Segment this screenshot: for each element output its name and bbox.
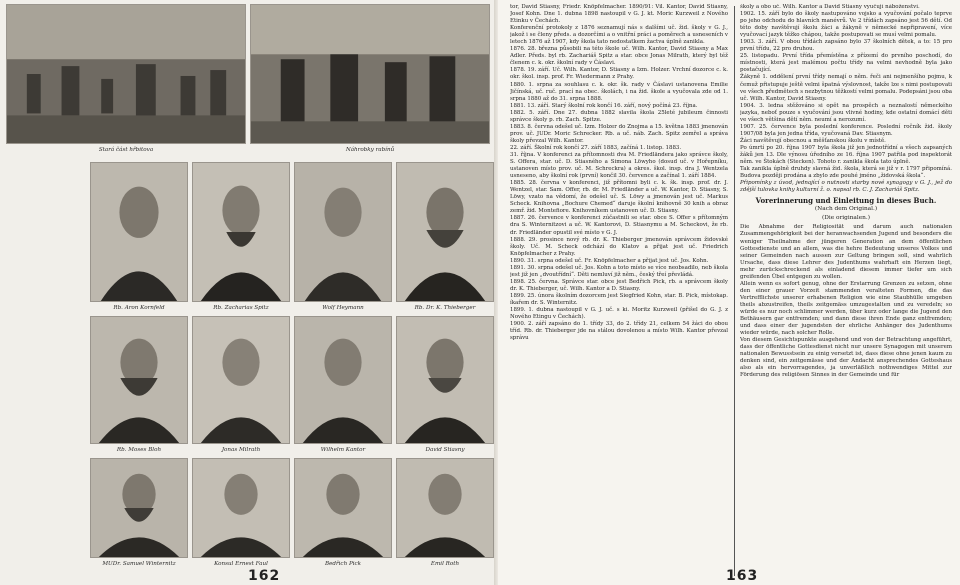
photo-caption: David Stiasny: [425, 447, 465, 453]
paragraph: Von diesem Gesichtspunkte ausgehend und von der Betrachtung angeführt, dass der öffentliche Gottesdienst nicht nur unsere Synagogen mit unserem nationalen Bewusstsein zu einig versetzt ist, dass diese ohne jenen kaum zu denken sind, ein zeitgemässe und der Andacht ansprechendes Gotteshaus also als ein hervorragendes, ja unverläßlich nothwendiges Mittel zur Förderung des religiösen Sinnes in der Gemeinde und für: [740, 337, 952, 379]
paragraph: Konferenční protokoly z 1876 seznamují nás s dalšími uč. žid. školy v G. J., jakož i se členy předs. a dozorčími a o vnitřní práci a poměrech a usneseních v letech 1876 až 1907, kdy škola tato nedostatkem žactva úplně zanikla.: [510, 25, 728, 46]
photo-caption: Stará část hřbitova: [98, 147, 154, 153]
photo-caption: Jonas Milrath: [221, 447, 261, 453]
paragraph: tor, David Stiasny, Friedr. Knöpfelmacher. 1890/91: Vil. Kantor, David Stiasny, Josef Kohn. Dne 1. dubna 1898 nastoupil v G. J. kt. Moric Kurzweil z Nového Etinku v Čechách.: [510, 4, 728, 25]
portrait-photo: [192, 162, 290, 302]
section-subheading: (Die originalen.): [821, 215, 871, 222]
paragraph: 1882. 5. září. Dne 27. dubna 1882 slavila škola 25leté jubileum činnosti správce školy p. rb. Zach. Spitze.: [510, 109, 728, 123]
portrait-photo: [294, 162, 392, 302]
paragraph: 1888. 29. prosince nový rb. dr. K. Thieberger jmenován správcem židovské školy. Uč. M. Scheck odchází do Klatov a přijat jest uč. Friedrich Knöpfelmacher z Prahy.: [510, 236, 728, 257]
paragraph: Die Abnahme der Religiosität und darum auch nationalen Zusammengehörigkeit bei der heranwachsenden Jugend und besonders die weniger Theilnahme der jüngeren Generation an dem öffentlichen Gottesdienste und an allem, was die hehre Bedeutung unseres Volkes und seiner Gemeinden nach aussen zur Geltung bringen soll, sind wahrlich Ursache, dass diese Lehrer des Judenthums wahrhaft ein Herzen liegt, mehr zurückschreckend als einladend diesem immer tiefer um sich greifenden Übel entgegen zu wollen.: [740, 224, 952, 280]
photo-caption: Rb. Zacharias Spitz: [213, 305, 269, 311]
portrait-photo: [90, 458, 188, 558]
paragraph: 25. listopadu. První třída přemístěna z přízemí do prvního poschodí, do místnosti, která jest malémou počtu třídy na velmi nevhodně byla jako postačující.: [740, 53, 952, 74]
photo-caption: Bedřich Pick: [324, 561, 362, 567]
portrait-photo: [192, 316, 290, 444]
paragraph: 1907. 25. července byla poslední konference. Poslední ročník žid. školy 1907/08 byla jen jedna třída, vyučovaná Dav. Stiasnym.: [740, 123, 952, 137]
paragraph: 1900. 2. září zapsáno do 1. třídy 33, do 2. třídy 21, celkem 54 žáci do obou tříd. Rb. dr. Thieberger jde na stálou dovolenou a místo Wilh. Kantor převzal správu: [510, 321, 728, 342]
photo-caption: Náhrobky rabínů: [345, 147, 395, 153]
photo-caption: Rb. Aron Kornfeld: [113, 305, 165, 311]
portrait-photo: [396, 162, 494, 302]
photo-caption: Wolf Heymann: [322, 305, 364, 311]
portrait-photo: [90, 162, 188, 302]
paragraph: školy a obo uč. Wilh. Kantor a David Stiasny vyučují náboženství.: [740, 4, 920, 10]
portrait-photo: [192, 458, 290, 558]
paragraph: 1899. 25. února školním dozorcem jest Siegfried Kohn, star. B. Pick, místokap. íkařem dr. S. Winternitz.: [510, 292, 728, 306]
paragraph: 1903. 3. září. V obou třídách zapsáno bylo 37 školních dětek, a to: 15 pro první třídu, 22 pro druhou.: [740, 39, 952, 53]
paragraph: 1876. 28. března působili na této škole uč. Wilh. Kantor, David Stiasny a Max Adler. Předs. byl rb. Zachariáš Spitz a star. obce Jonas Milrath, který byl též členem c. k. okr. školní rady v Čáslavi.: [510, 46, 728, 67]
paragraph: 1885. 28. června v konferenci, již přítomni byli c. k. šk. insp. prof. dr. J. Wentzel, star. Sam. Offer, rb. dr. M. Friedländer a uč. W. Kantor, D. Stiasny, S. Löwy, vzato na vědomí, že odešel uč. S. Löwy a jmenován jest uč. Markus Scheck. Knihovna „Bochure Chemed“ daruje školní knihovně 30 knih a obraz zemř. žid. Montefiore. Knihovníkem ustanoven uč. D. Stiasny.: [510, 180, 728, 215]
paragraph: 1904. 3. ledna stěžováno si opět na prospěch a neznalostí německého jazyka, neboť pouze s vyučování jsou vlivné hodiny, kde ostatní domácí děti ve všech většina dětí něm. neumí a nerozumí.: [740, 102, 952, 123]
portrait-photo: [294, 316, 392, 444]
section-subheading: (Nach dem Original.): [814, 206, 878, 213]
page-number-right: 163: [726, 568, 759, 584]
paragraph: 1899. 1. dubna nastoupil v G. J. uč. s ki. Moritz Kurzweil (přišel do G. J. z Nového Etingu v Čechách).: [510, 307, 728, 321]
portrait-photo: [396, 316, 494, 444]
column-rule: [734, 6, 735, 576]
paragraph: Připomínky z úvod, jednající o nutnosti starby nové synagogy v G. J., jež do zdější tulovka knihy kulturní ž. o. napsal rb. C. J. Zachariáš Spitz.: [740, 180, 952, 194]
paragraph: Allein wenn es sofort genug, ohne der Erstarrung Grenzen zu setzen, ohne den einer grauer Vorzeit stammenden veralteten Formen, die das Vertrefflichste unserer erhabenen Religion wie eine Staubhülle umgeben theils abzustreifen, theils zeitgemäss umzugestalten und zu veredeln; so würde es nur noch schlimmer werden, über kurz oder lange die Jugend den Bethäusern gar entfremden; und dann diese ihren Ende ganz entfremden; und dass einer der jugendsten der ehrliche Anhänger des Judenthums wieder würde, nach solcher Rolle.: [740, 280, 952, 337]
paragraph: 22. září. Školní rok končí 27. září 1883, začíná 1. listop. 1883.: [510, 144, 682, 151]
portrait-photo: [396, 458, 494, 558]
photo-old-cemetery: [6, 4, 246, 144]
photo-caption: MUDr. Samuel Winternitz: [102, 561, 176, 567]
photo-caption: Konsul Ernest Faul: [214, 561, 268, 567]
paragraph: 31. října. V konferenci za přítomnosti dva M. Friedländera jako správce školy, S. Offera, star. uč. D. Stiasného a Simona Löwyho (dosud uč. v Hořepníku, ustanoven místo prov. uč. M. Schreckra) a okres. škol. insp. dra J. Wentzela usneseno, aby školní rok (první) končil 30. července a začínal 1. září 1884.: [510, 151, 728, 180]
paragraph: 1891. 30. srpna odešel uč. Jos. Kohn a toto místo se více neobsadilo, neb škola jest již jen „dvoutřídní“. Děti nemluví již něm., český třeí převládá.: [510, 264, 728, 278]
paragraph: 1902. 15. září bylo do školy nastupováno vojsko a vyučování počalo teprve po jeho odchodu do hlavních manévrů. Ve 2 třídách zapsáno jest 56 dětí. Od této doby navštěvují školu žáci a žákyně v německé nepřipravení, více vyučovací jazyk těžko chápou, takže postupovati se musí velmi pomalu.: [740, 11, 952, 39]
paragraph: 1898. 25. června. Správce star. obce jest Bedřich Pick, rb. a správcem školy dr. K. Thieberger, uč. Wilh. Kantor a D. Stiasny.: [510, 278, 728, 292]
photo-caption: Rb. Dr. K. Thieberger: [414, 305, 476, 311]
paragraph: 1887. 26. července v konferenci zúčastnili se star. obce S. Offer s přítomným dra S. Winternitzovi a uč. W. Kantorovi, D. Stiasnymu a M. Scheckovi, že rb. dr. Friedländer opustil své místo v G. J.: [510, 215, 728, 236]
text-column-right: [740, 4, 952, 578]
section-heading: Vorerinnerung und Einleitung in dieses Buch.: [755, 196, 937, 206]
paragraph: Tak zanikla úplně druhdy slavná žid. škola, která se již v r. 1797 připomíná. Budova později prodána a zbylo zde pouhé jméno „židovská škola“.: [740, 166, 952, 180]
text-column-left: [510, 4, 728, 578]
paragraph: 1881. 13. září. Starý školní rok končí 16. září, nový počíná 23. října.: [510, 102, 698, 109]
right-page-text: [498, 0, 960, 585]
page-number-left: 162: [248, 568, 281, 584]
photo-caption: Wilhelm Kantor: [320, 447, 366, 453]
portrait-photo: [294, 458, 392, 558]
photo-caption: Rb. Moses Bloh: [116, 447, 162, 453]
paragraph: 1883. 8. června odešel uč. Izm. Holzer do Znojma a 15. května 1883 jmenován prov. uč. JUDr. Moric Schrecker. Rb. a uč. náb. Zach. Spitz zemřel a správa školy převzal Wilh. Kantor.: [510, 123, 728, 144]
paragraph: Po úmrtí po 20. října 1907 byla škola již jen jednotřídní a všech zapsaných žáků jen 13. Dle výnosu úředního ze 16. října 1907 patřila pod inspektorát něm. ve Štokách (Stecken). Tohoto r. zanikla škola tato úplně.: [740, 144, 952, 166]
portrait-photo: [90, 316, 188, 444]
paragraph: Žákyně 1. oddělení první třídy nemají o něm. řeči ani nejmenšího pojmu, k čemuž přistupuje ještě velmi špatná výslovnost, takže lze s nimi postupovati ve všech předmětech s nezbytnou těžkostí velmi pomalu. Podepsáni jsou oba uč. Wilh. Kantor, David Stiasny.: [740, 74, 952, 102]
photo-rabbi-tombstones: [250, 4, 490, 144]
paragraph: 1878. 19. září. Uč. Wilh. Kantor, D. Stiasny a Izm. Holzer. Vrchní dozorce c. k. okr. škol. insp. prof. Fr. Wiedermann z Prahy.: [510, 67, 728, 81]
paragraph: 1890. 31. srpna odešel uč. Fr. Knöpfelmacher a přijat jest uč. Jos. Kohn.: [510, 257, 709, 264]
paragraph: 1880. 1. srpna za souhlasu c. k. okr. šk. rady v Čáslavi ustanovena Emilie Jičínská, uč. ruč. prací na obec. školách, i na žid. škole a vyučovala zde od 1. srpna 1880 až do 31. srpna 1888.: [510, 81, 728, 102]
photo-caption: Emil Roth: [430, 561, 460, 567]
paragraph: Žáci navštěvují obecnou a měšťanskou školu v místě.: [740, 137, 886, 144]
